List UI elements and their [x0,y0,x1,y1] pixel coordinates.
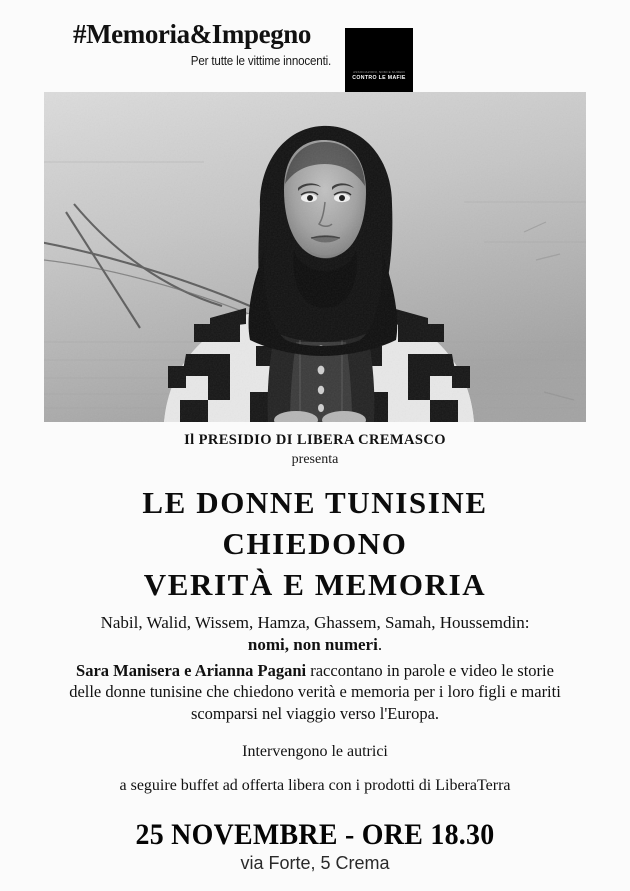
libera-logo-subline: CONTRO LE MAFIE [352,75,406,81]
buffet-note: a seguire buffet ad offerta libera con i prodotti di LiberaTerra [119,777,511,794]
description-text: raccontano in parole e video le storie delle donne tunisine che chiedono verità e memoria per i loro figli e mariti scomparsi nel viaggio verso l'Europa. [69,661,561,723]
names-not-numbers-emphasis: nomi, non numeri [247,635,378,655]
libera-wordmark-text: LIBERA [345,40,413,89]
campaign-block [52,20,332,68]
event-date-time: 25 NOVEMBRE - ORE 18.30 [135,818,495,851]
presents-label: presenta [291,452,339,467]
title-line-3: VERITÀ E MEMORIA [143,567,487,603]
event-description [58,660,572,724]
author-names: Sara Manisera e Arianna Pagani [76,661,307,680]
campaign-tagline: Per tutte le vittime innocenti. [190,54,332,69]
victim-names-list: Nabil, Walid, Wissem, Hamza, Ghassem, Samah, Houssemdin: [100,613,530,632]
title-line-1: LE DONNE TUNISINE [142,485,488,520]
portrait-photo-illustration [44,92,586,422]
speakers-note: Intervengono le autrici [242,743,388,760]
title-line-2: CHIEDONO [222,526,408,562]
campaign-hashtag: #Memoria&Impegno [72,19,312,49]
poster-header [0,14,630,90]
libera-logo [345,28,413,98]
victim-names-block [0,612,630,657]
page-title [0,482,630,606]
portrait-photo [44,92,586,422]
presenter-organization: Il PRESIDIO DI LIBERA CREMASCO [184,432,446,448]
libera-logo-micro-line: ASSOCIAZIONI, NOMI E NUMERI [353,70,405,74]
names-punctuation: . [377,635,383,655]
event-venue-address: via Forte, 5 Crema [240,853,390,873]
